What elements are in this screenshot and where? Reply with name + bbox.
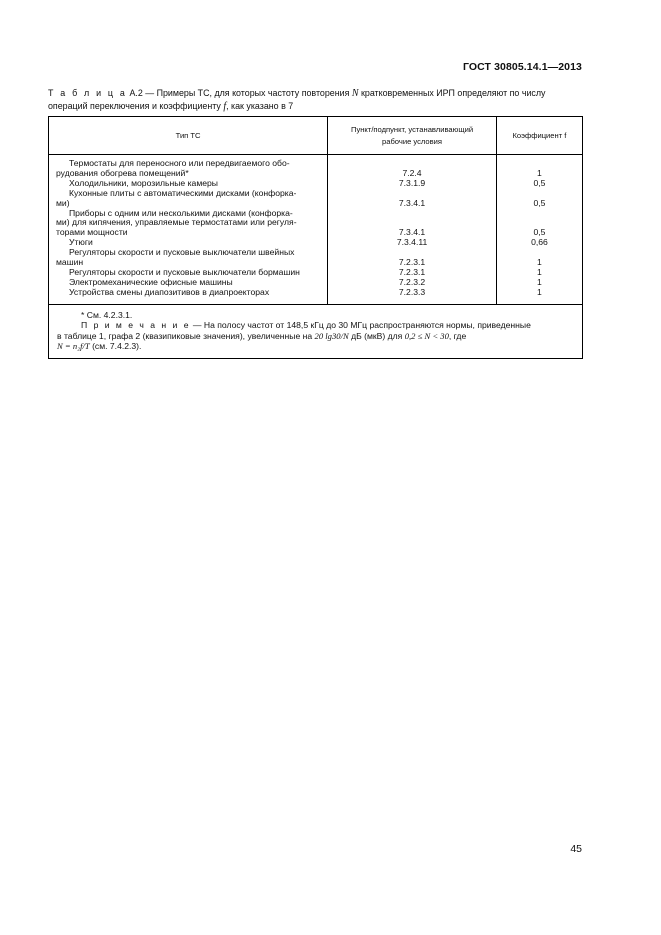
coefficient-value: 1 (537, 266, 542, 277)
note-formula-3: N = n₂f/T (57, 341, 90, 352)
standard-designation: ГОСТ 30805.14.1—2013 (462, 61, 582, 73)
type-item (49, 209, 327, 239)
caption-var-n: N (351, 88, 359, 99)
note-text-2a: в таблице 1, графа 2 (квазипиковые значения), увеличенные на (57, 330, 313, 341)
type-item (49, 248, 327, 268)
type-item-line: Кухонные плиты с автоматическими дисками (конфорка- (69, 187, 297, 198)
coefficient-value: 0,5 (533, 177, 546, 188)
note-line-3 (57, 341, 576, 352)
table-caption (48, 87, 583, 113)
clause-value: 7.3.4.1 (398, 197, 426, 208)
coefficient-spacer (497, 208, 582, 218)
type-item-line: Приборы с одним или несколькими дисками (конфорка- (69, 207, 293, 218)
table-header-row (49, 117, 583, 155)
clause-value: 7.2.4 (402, 167, 422, 178)
coefficient-column (496, 155, 582, 305)
note-text-3: (см. 7.4.2.3). (92, 341, 142, 352)
note-line-1 (57, 320, 576, 331)
note-formula-1: 20 lg30/N (314, 330, 349, 341)
page-number: 45 (570, 843, 582, 855)
clause-value: 7.2.3.2 (398, 276, 426, 287)
note-line-2 (57, 331, 576, 342)
type-item-line: Холодильники, морозильные камеры (69, 177, 218, 188)
clause-value: 7.3.1.9 (398, 177, 426, 188)
clause-value: 7.3.4.11 (396, 237, 428, 248)
col-header-type: Тип ТС (49, 117, 328, 155)
type-item-line: Регуляторы скорости и пусковые выключатели швейных (69, 247, 295, 258)
table-body-row (49, 155, 583, 305)
clause-value: 7.2.3.3 (398, 286, 426, 297)
caption-text-b: кратковременных ИРП определяют по числу (361, 88, 546, 98)
type-item-line: ми) (56, 197, 70, 208)
clause-value: 7.2.3.1 (398, 266, 426, 277)
caption-var-f: f (223, 101, 227, 112)
coefficient-value: 1 (537, 286, 542, 297)
type-item-line: Устройства смены диапозитивов в диапроекторах (69, 286, 270, 297)
type-item (49, 159, 327, 179)
type-item-line: Регуляторы скорости и пусковые выключатели бормашин (69, 266, 300, 277)
coefficient-value: 1 (537, 276, 542, 287)
coefficient-value: 0,5 (533, 197, 546, 208)
caption-text-d: , как указано в 7 (226, 101, 294, 111)
table-note-cell (49, 304, 583, 358)
type-item-line: торами мощности (56, 227, 128, 238)
clause-column (328, 155, 497, 305)
clause-value: 7.3.4.1 (398, 227, 426, 238)
caption-label: Т а б л и ц а (48, 88, 127, 98)
caption-text-a: А.2 — Примеры ТС, для которых частоту повторения (129, 88, 350, 98)
type-item (49, 288, 327, 298)
type-item-line: ми) для кипячения, управляемые термостатами или регуля- (56, 217, 297, 228)
table-note-row (49, 304, 583, 358)
examples-table (48, 116, 583, 359)
coefficient-value: 0,5 (533, 227, 546, 238)
note-label: П р и м е ч а н и е (81, 320, 191, 331)
type-item-line: Утюги (69, 237, 93, 248)
type-item-line: рудования обогрева помещений* (56, 167, 189, 178)
coefficient-value: 0,66 (531, 237, 548, 248)
clause-spacer (328, 208, 496, 218)
type-item-line: машин (56, 257, 84, 268)
caption-text-c: операций переключения и коэффициенту (48, 101, 221, 111)
col-header-clause: Пункт/подпункт, устанавливающий рабочие условия (328, 117, 497, 155)
coefficient-value: 1 (537, 256, 542, 267)
note-formula-2: 0,2 ≤ N < 30 (404, 330, 449, 341)
type-item-line: Электромеханические офисные машины (69, 276, 233, 287)
footnote: * См. 4.2.3.1. (81, 309, 133, 320)
clause-value: 7.2.3.1 (398, 256, 426, 267)
type-item (49, 189, 327, 209)
type-item-line: Термостаты для переносного или передвигаемого обо- (69, 158, 290, 168)
coefficient-value: 1 (537, 167, 542, 178)
note-text-2b: дБ (мкВ) для (351, 330, 403, 341)
col-header-coefficient: Коэффициент f (496, 117, 582, 155)
type-column (49, 155, 328, 305)
note-text-1: — На полосу частот от 148,5 кГц до 30 МГц распространяются нормы, приведенные (192, 320, 531, 331)
note-text-2c: , где (448, 330, 467, 341)
